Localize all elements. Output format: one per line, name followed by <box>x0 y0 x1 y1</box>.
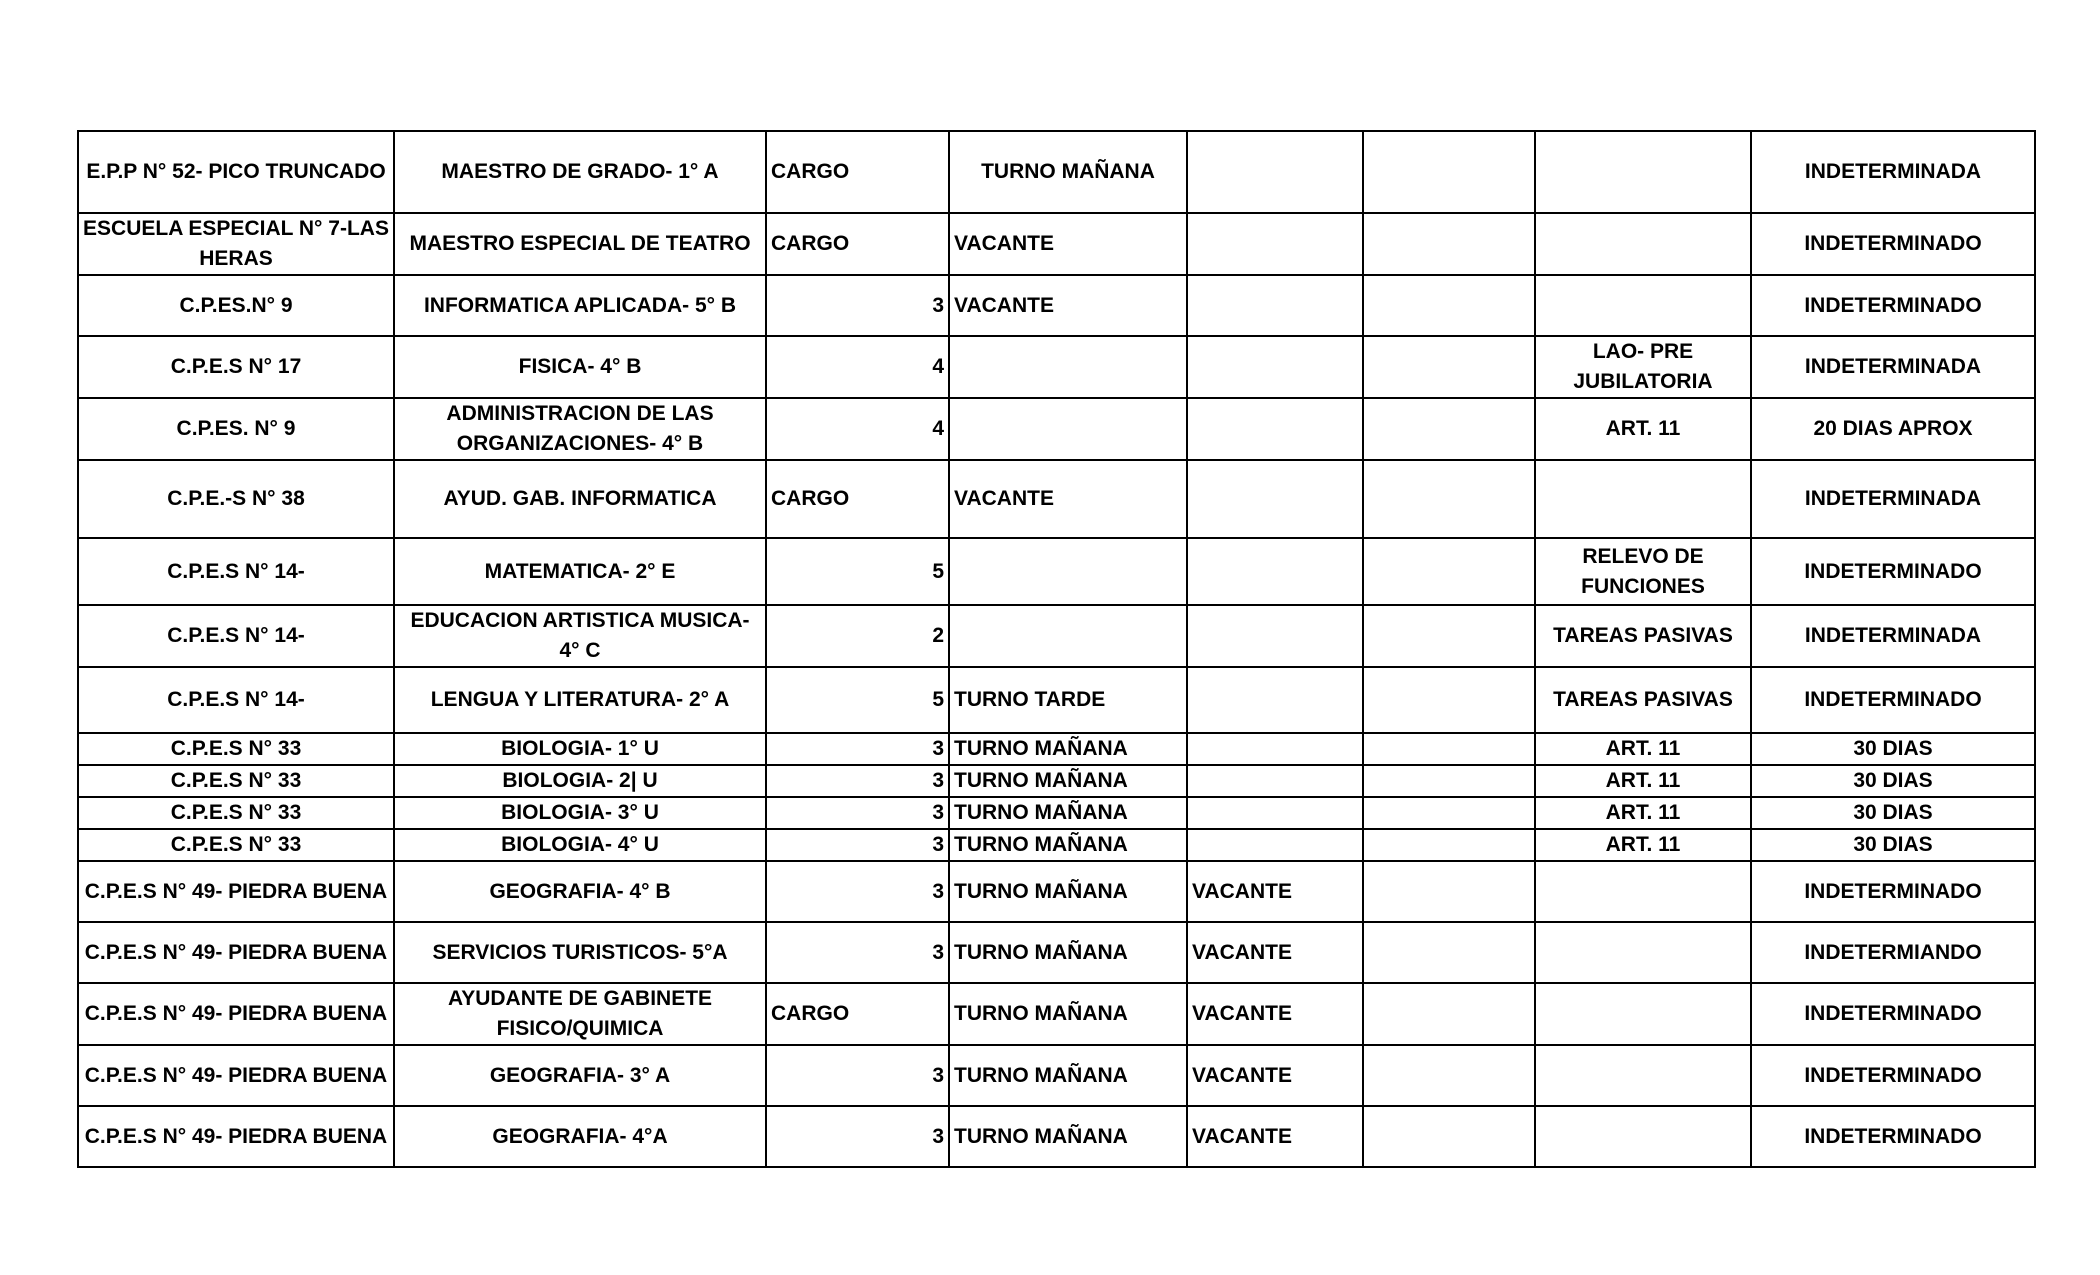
subject-cell: GEOGRAFIA- 4° B <box>394 861 766 922</box>
shift-cell: TURNO MAÑANA <box>949 829 1187 861</box>
subject-cell: AYUD. GAB. INFORMATICA <box>394 460 766 538</box>
school-cell: C.P.E.S N° 33 <box>78 829 394 861</box>
school-cell: E.P.P N° 52- PICO TRUNCADO <box>78 131 394 213</box>
status-cell <box>1187 667 1363 733</box>
reason-cell: ART. 11 <box>1535 398 1751 460</box>
reason-cell <box>1535 460 1751 538</box>
reason-cell: ART. 11 <box>1535 733 1751 765</box>
reason-cell <box>1535 983 1751 1045</box>
reason-cell <box>1535 275 1751 336</box>
table-row <box>78 538 2035 605</box>
school-cell: C.P.ES. N° 9 <box>78 398 394 460</box>
status-cell <box>1187 538 1363 605</box>
empty-cell <box>1363 213 1535 275</box>
reason-cell: RELEVO DE FUNCIONES <box>1535 538 1751 605</box>
status-cell: VACANTE <box>1187 922 1363 983</box>
duration-cell: INDETERMINADO <box>1751 275 2035 336</box>
shift-cell: TURNO MAÑANA <box>949 1106 1187 1167</box>
reason-cell <box>1535 213 1751 275</box>
status-cell <box>1187 398 1363 460</box>
subject-cell: MAESTRO DE GRADO- 1° A <box>394 131 766 213</box>
school-cell: C.P.E.S N° 33 <box>78 733 394 765</box>
empty-cell <box>1363 275 1535 336</box>
duration-cell: INDETERMINADA <box>1751 131 2035 213</box>
duration-cell: INDETERMINADA <box>1751 605 2035 667</box>
duration-cell: INDETERMINADO <box>1751 1106 2035 1167</box>
empty-cell <box>1363 1045 1535 1106</box>
reason-cell <box>1535 861 1751 922</box>
reason-cell: TAREAS PASIVAS <box>1535 667 1751 733</box>
hours-cell: 5 <box>766 667 949 733</box>
table-row <box>78 605 2035 667</box>
shift-cell <box>949 605 1187 667</box>
shift-cell: TURNO MAÑANA <box>949 983 1187 1045</box>
school-cell: C.P.E.S N° 14- <box>78 605 394 667</box>
table-row <box>78 1106 2035 1167</box>
status-cell: VACANTE <box>1187 983 1363 1045</box>
hours-cell: 3 <box>766 765 949 797</box>
table-row <box>78 460 2035 538</box>
school-cell: C.P.E.S N° 14- <box>78 538 394 605</box>
duration-cell: INDETERMINADO <box>1751 1045 2035 1106</box>
school-cell: ESCUELA ESPECIAL N° 7-LAS HERAS <box>78 213 394 275</box>
shift-cell: VACANTE <box>949 275 1187 336</box>
status-cell <box>1187 460 1363 538</box>
reason-cell: LAO- PRE JUBILATORIA <box>1535 336 1751 398</box>
subject-cell: AYUDANTE DE GABINETE FISICO/QUIMICA <box>394 983 766 1045</box>
subject-cell: BIOLOGIA- 4° U <box>394 829 766 861</box>
empty-cell <box>1363 797 1535 829</box>
shift-cell: TURNO MAÑANA <box>949 922 1187 983</box>
status-cell <box>1187 213 1363 275</box>
hours-cell: 3 <box>766 1106 949 1167</box>
empty-cell <box>1363 765 1535 797</box>
subject-cell: ADMINISTRACION DE LAS ORGANIZACIONES- 4° B <box>394 398 766 460</box>
school-cell: C.P.ES.N° 9 <box>78 275 394 336</box>
reason-cell <box>1535 131 1751 213</box>
table-row <box>78 1045 2035 1106</box>
school-cell: C.P.E.S N° 33 <box>78 797 394 829</box>
table-row <box>78 275 2035 336</box>
shift-cell: VACANTE <box>949 460 1187 538</box>
status-cell: VACANTE <box>1187 861 1363 922</box>
duration-cell: 30 DIAS <box>1751 765 2035 797</box>
school-cell: C.P.E.S N° 49- PIEDRA BUENA <box>78 861 394 922</box>
status-cell <box>1187 275 1363 336</box>
table-row <box>78 861 2035 922</box>
status-cell <box>1187 829 1363 861</box>
reason-cell: ART. 11 <box>1535 829 1751 861</box>
empty-cell <box>1363 131 1535 213</box>
subject-cell: MAESTRO ESPECIAL DE TEATRO <box>394 213 766 275</box>
table-row <box>78 213 2035 275</box>
status-cell: VACANTE <box>1187 1045 1363 1106</box>
status-cell <box>1187 131 1363 213</box>
table-row <box>78 983 2035 1045</box>
duration-cell: 30 DIAS <box>1751 733 2035 765</box>
school-cell: C.P.E.S N° 14- <box>78 667 394 733</box>
shift-cell: TURNO MAÑANA <box>949 765 1187 797</box>
hours-cell: 3 <box>766 922 949 983</box>
duration-cell: INDETERMINADO <box>1751 538 2035 605</box>
subject-cell: GEOGRAFIA- 3° A <box>394 1045 766 1106</box>
school-cell: C.P.E.S N° 49- PIEDRA BUENA <box>78 1045 394 1106</box>
subject-cell: LENGUA Y LITERATURA- 2° A <box>394 667 766 733</box>
hours-cell: CARGO <box>766 460 949 538</box>
empty-cell <box>1363 922 1535 983</box>
table-row <box>78 733 2035 765</box>
status-cell <box>1187 733 1363 765</box>
empty-cell <box>1363 861 1535 922</box>
hours-cell: 3 <box>766 1045 949 1106</box>
table-row <box>78 922 2035 983</box>
empty-cell <box>1363 336 1535 398</box>
duration-cell: 30 DIAS <box>1751 797 2035 829</box>
hours-cell: 3 <box>766 733 949 765</box>
table-row <box>78 131 2035 213</box>
reason-cell: ART. 11 <box>1535 797 1751 829</box>
hours-cell: 5 <box>766 538 949 605</box>
shift-cell: TURNO MAÑANA <box>949 861 1187 922</box>
hours-cell: 4 <box>766 336 949 398</box>
hours-cell: 2 <box>766 605 949 667</box>
status-cell: VACANTE <box>1187 1106 1363 1167</box>
subject-cell: FISICA- 4° B <box>394 336 766 398</box>
table-row <box>78 765 2035 797</box>
shift-cell: TURNO MAÑANA <box>949 131 1187 213</box>
status-cell <box>1187 765 1363 797</box>
shift-cell: TURNO TARDE <box>949 667 1187 733</box>
reason-cell <box>1535 1106 1751 1167</box>
duration-cell: INDETERMINADO <box>1751 983 2035 1045</box>
school-cell: C.P.E.S N° 49- PIEDRA BUENA <box>78 922 394 983</box>
empty-cell <box>1363 667 1535 733</box>
duration-cell: INDETERMIANDO <box>1751 922 2035 983</box>
empty-cell <box>1363 460 1535 538</box>
table-row <box>78 336 2035 398</box>
duration-cell: INDETERMINADO <box>1751 213 2035 275</box>
duration-cell: 20 DIAS APROX <box>1751 398 2035 460</box>
table-row <box>78 797 2035 829</box>
subject-cell: BIOLOGIA- 2| U <box>394 765 766 797</box>
school-cell: C.P.E.S N° 49- PIEDRA BUENA <box>78 983 394 1045</box>
shift-cell <box>949 538 1187 605</box>
shift-cell: TURNO MAÑANA <box>949 733 1187 765</box>
hours-cell: CARGO <box>766 131 949 213</box>
duration-cell: INDETERMINADO <box>1751 861 2035 922</box>
empty-cell <box>1363 538 1535 605</box>
table-row <box>78 398 2035 460</box>
status-cell <box>1187 605 1363 667</box>
empty-cell <box>1363 605 1535 667</box>
hours-cell: CARGO <box>766 983 949 1045</box>
status-cell <box>1187 336 1363 398</box>
vacancy-table <box>77 130 2036 1168</box>
subject-cell: GEOGRAFIA- 4°A <box>394 1106 766 1167</box>
hours-cell: 3 <box>766 275 949 336</box>
shift-cell: TURNO MAÑANA <box>949 797 1187 829</box>
subject-cell: MATEMATICA- 2° E <box>394 538 766 605</box>
table-row <box>78 667 2035 733</box>
subject-cell: BIOLOGIA- 1° U <box>394 733 766 765</box>
reason-cell <box>1535 922 1751 983</box>
empty-cell <box>1363 398 1535 460</box>
duration-cell: INDETERMINADO <box>1751 667 2035 733</box>
hours-cell: 3 <box>766 797 949 829</box>
empty-cell <box>1363 733 1535 765</box>
shift-cell <box>949 336 1187 398</box>
reason-cell <box>1535 1045 1751 1106</box>
table-row <box>78 829 2035 861</box>
reason-cell: TAREAS PASIVAS <box>1535 605 1751 667</box>
hours-cell: 3 <box>766 861 949 922</box>
school-cell: C.P.E.S N° 49- PIEDRA BUENA <box>78 1106 394 1167</box>
subject-cell: BIOLOGIA- 3° U <box>394 797 766 829</box>
school-cell: C.P.E.-S N° 38 <box>78 460 394 538</box>
reason-cell: ART. 11 <box>1535 765 1751 797</box>
duration-cell: INDETERMINADA <box>1751 460 2035 538</box>
table-body <box>78 131 2035 1167</box>
school-cell: C.P.E.S N° 17 <box>78 336 394 398</box>
empty-cell <box>1363 983 1535 1045</box>
subject-cell: SERVICIOS TURISTICOS- 5°A <box>394 922 766 983</box>
hours-cell: 3 <box>766 829 949 861</box>
subject-cell: EDUCACION ARTISTICA MUSICA- 4° C <box>394 605 766 667</box>
school-cell: C.P.E.S N° 33 <box>78 765 394 797</box>
duration-cell: 30 DIAS <box>1751 829 2035 861</box>
empty-cell <box>1363 829 1535 861</box>
shift-cell: VACANTE <box>949 213 1187 275</box>
duration-cell: INDETERMINADA <box>1751 336 2035 398</box>
shift-cell <box>949 398 1187 460</box>
hours-cell: 4 <box>766 398 949 460</box>
hours-cell: CARGO <box>766 213 949 275</box>
shift-cell: TURNO MAÑANA <box>949 1045 1187 1106</box>
status-cell <box>1187 797 1363 829</box>
empty-cell <box>1363 1106 1535 1167</box>
subject-cell: INFORMATICA APLICADA- 5° B <box>394 275 766 336</box>
